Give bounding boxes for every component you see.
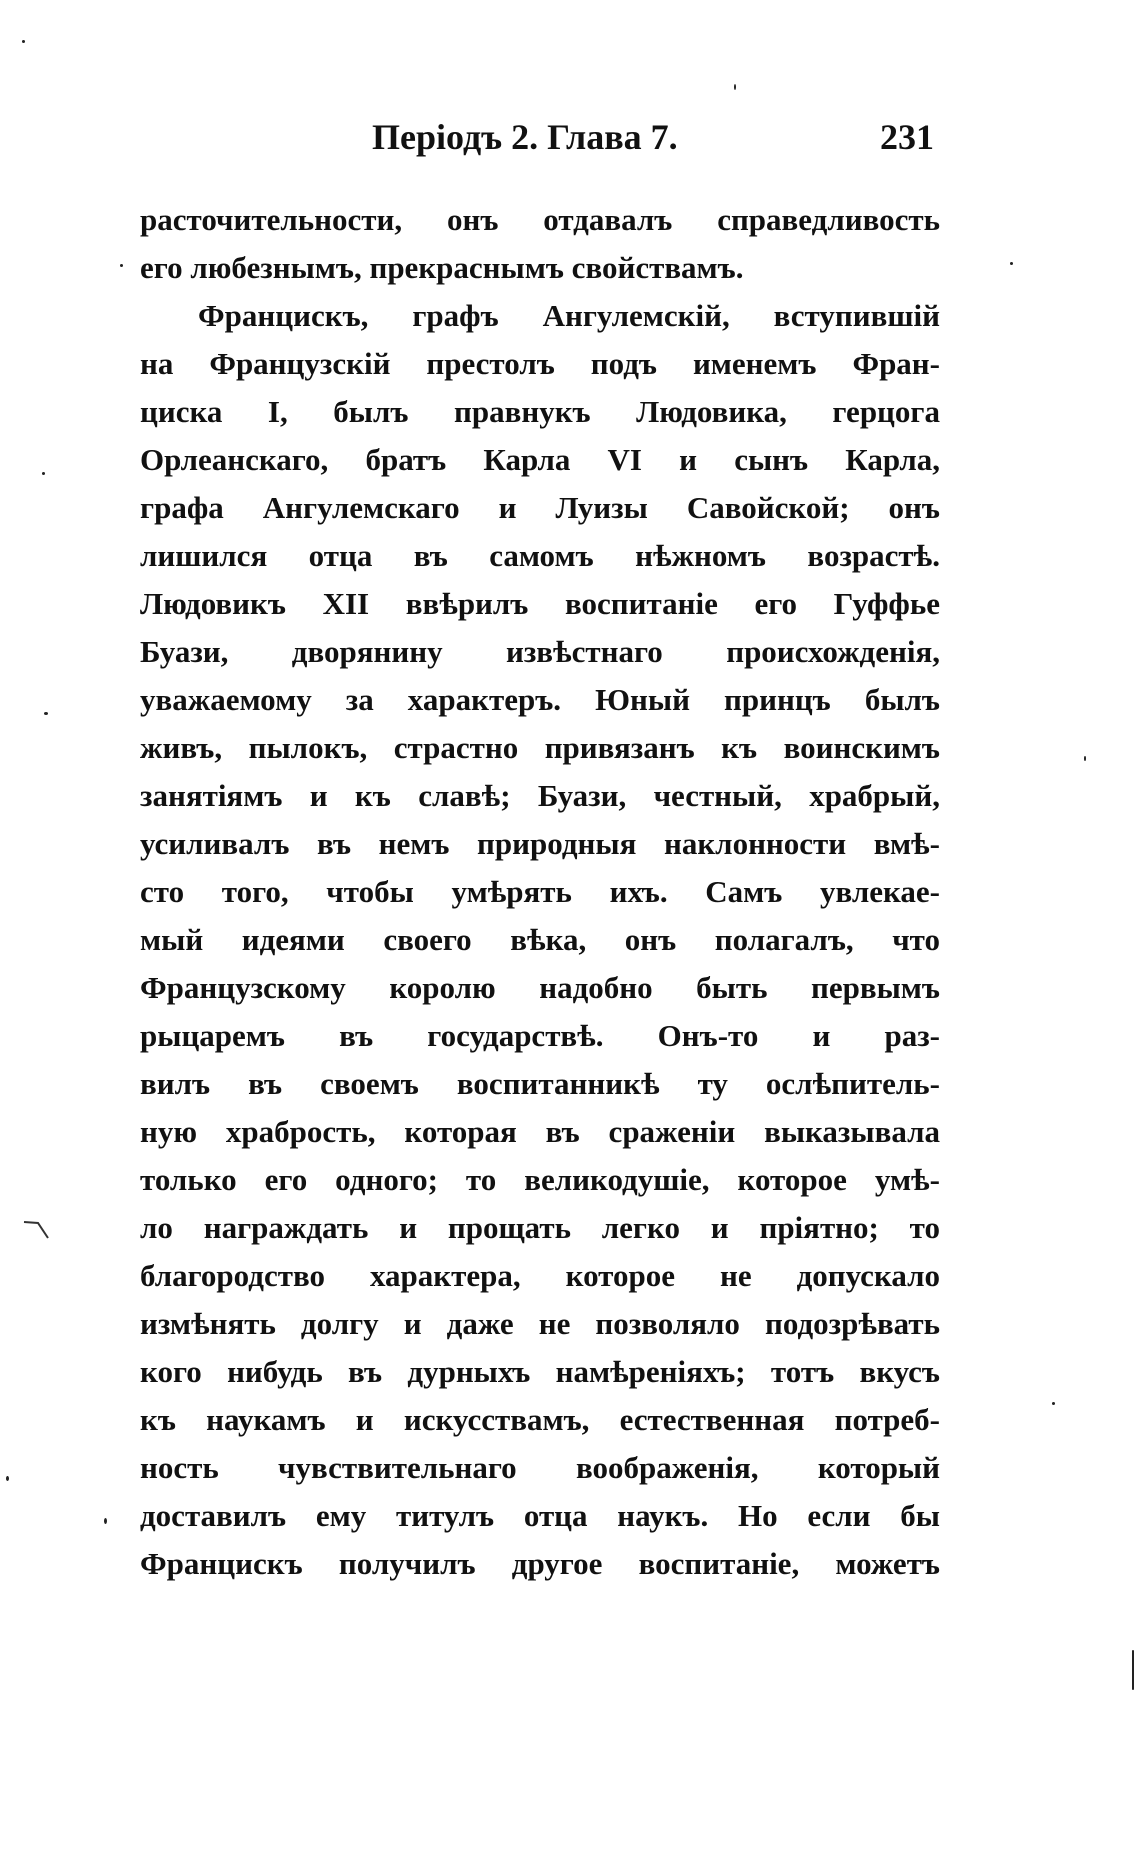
text-line: живъ, пылокъ, страстно привязанъ къ воинскимъ — [140, 730, 940, 765]
scan-speck — [1052, 1402, 1055, 1405]
text-line: графа Ангулемскаго и Луизы Савойской; онъ — [140, 490, 940, 525]
text-line: мый идеями своего вѣка, онъ полагалъ, что — [140, 922, 940, 957]
text-line: Орлеанскаго, братъ Карла VI и сынъ Карла, — [140, 442, 940, 477]
text-line: доставилъ ему титулъ отца наукъ. Но если бы — [140, 1498, 940, 1533]
text-line: усиливалъ въ немъ природныя наклонности вмѣ- — [140, 826, 940, 861]
body-text — [140, 196, 940, 1588]
text-line: его любезнымъ, прекраснымъ свойствамъ. — [140, 250, 744, 285]
text-line: сто того, чтобы умѣрять ихъ. Самъ увлекае- — [140, 874, 940, 909]
scan-speck — [1010, 262, 1013, 265]
text-line: вилъ въ своемъ воспитанникѣ ту ослѣпитель- — [140, 1066, 940, 1101]
text-line: ность чувствительнаго воображенія, который — [140, 1450, 940, 1485]
text-line: кого нибудь въ дурныхъ намѣреніяхъ; тотъ вкусъ — [140, 1354, 940, 1389]
text-line: благородство характера, которое не допускало — [140, 1258, 940, 1293]
text-line: на Французскій престолъ подъ именемъ Фран- — [140, 346, 940, 381]
text-line: Людовикъ XII ввѣрилъ воспитаніе его Гуффье — [140, 586, 940, 621]
text-line: Францискъ, графъ Ангулемскій, вступившій — [198, 298, 940, 333]
page-number: 231 — [880, 117, 934, 157]
scan-speck — [104, 1518, 107, 1524]
text-line: циска I, былъ правнукъ Людовика, герцога — [140, 394, 940, 429]
text-line: ную храбрость, которая въ сраженіи выказывала — [140, 1114, 940, 1149]
scan-speck — [1084, 756, 1086, 761]
text-line: рыцаремъ въ государствѣ. Онъ-то и раз- — [140, 1018, 940, 1053]
text-line: Французскому королю надобно быть первымъ — [140, 970, 940, 1005]
scan-speck — [6, 1476, 9, 1481]
scan-speck — [44, 712, 48, 715]
text-line: къ наукамъ и искусствамъ, естественная потреб- — [140, 1402, 940, 1437]
text-line: только его одного; то великодушіе, которое умѣ- — [140, 1162, 940, 1197]
scan-speck — [22, 40, 25, 43]
text-line: лишился отца въ самомъ нѣжномъ возрастѣ. — [140, 538, 940, 573]
scan-speck — [42, 472, 45, 475]
scan-mark — [22, 1218, 52, 1242]
scan-speck — [120, 264, 123, 267]
text-line: Буази, дворянину извѣстнаго происхожденія, — [140, 634, 940, 669]
text-line: ло награждать и прощать легко и пріятно; то — [140, 1210, 940, 1245]
text-line: Францискъ получилъ другое воспитаніе, можетъ — [140, 1546, 940, 1581]
running-head — [140, 112, 940, 162]
scan-speck — [1132, 1650, 1134, 1690]
text-line: расточительности, онъ отдавалъ справедливость — [140, 202, 940, 237]
scan-speck — [734, 84, 736, 90]
text-line: измѣнять долгу и даже не позволяло подозрѣвать — [140, 1306, 940, 1341]
chapter-heading: Періодъ 2. Глава 7. — [372, 117, 678, 157]
text-line: уважаемому за характеръ. Юный принцъ былъ — [140, 682, 940, 717]
text-line: занятіямъ и къ славѣ; Буази, честный, храбрый, — [140, 778, 940, 813]
